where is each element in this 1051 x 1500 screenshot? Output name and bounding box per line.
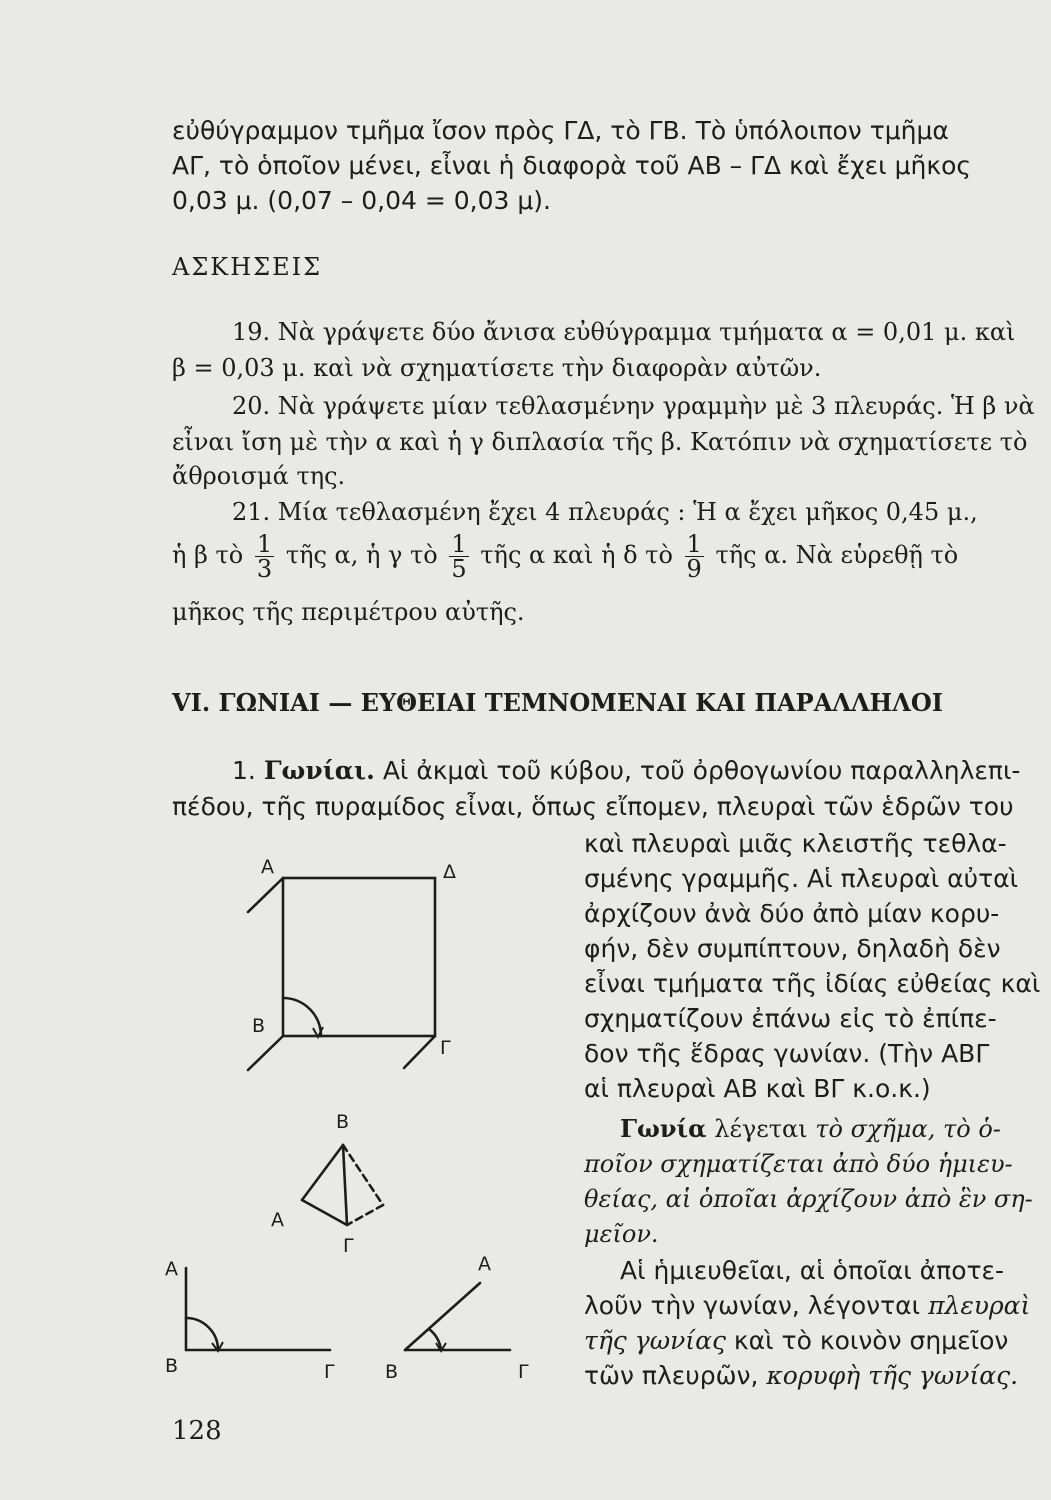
exercise-21-part-1: ἡ β τὸ: [172, 541, 244, 569]
cube-edge: [248, 878, 283, 912]
paragraph-3-line-2: [584, 1291, 1030, 1320]
label-g: Γ: [440, 1037, 451, 1059]
label-g: Γ: [343, 1235, 354, 1257]
paragraph-number: 1.: [232, 756, 256, 785]
fraction-numerator: 1: [686, 530, 702, 558]
label-b: Β: [252, 1015, 266, 1037]
right-angle-figure: [186, 1268, 330, 1350]
cube-face-square: [283, 878, 435, 1036]
term-of-angle: τῆς γωνίας: [584, 1326, 726, 1355]
acute-angle-figure: [405, 1283, 510, 1350]
exercise-21-line-1: 21. Μία τεθλασμένη ἔχει 4 πλευράς : Ἡ α ἔχει μῆκος 0,45 μ.,: [232, 498, 978, 526]
label-b: Β: [385, 1361, 399, 1383]
label-g: Γ: [324, 1361, 335, 1383]
label-d: Δ: [443, 861, 456, 883]
pyramid-edge: [302, 1145, 343, 1200]
pyramid-edge: [302, 1200, 347, 1225]
exercise-21-line-2: [172, 532, 958, 581]
label-b: Β: [165, 1355, 179, 1377]
hidden-edge: [343, 1145, 383, 1205]
paragraph-1-line-3: καὶ πλευραὶ μιᾶς κλειστῆς τεθλα-: [584, 829, 1007, 858]
section-title: VI. ΓΩΝΙΑΙ — ΕΥΘΕΙΑΙ ΤΕΜΝΟΜΕΝΑΙ ΚΑΙ ΠΑΡΑΛΛΗΛΟΙ: [172, 688, 943, 717]
exercise-20-line-3: ἄθροισμά της.: [172, 462, 346, 490]
angle-arc: [283, 998, 321, 1036]
paragraph-3-line-1: Αἱ ἡμιευθεῖαι, αἱ ὁποῖαι ἀποτε-: [620, 1256, 1005, 1285]
label-a: Α: [478, 1253, 491, 1275]
hidden-edge: [347, 1205, 383, 1225]
paragraph-1-line-10: αἱ πλευραὶ ΑΒ καὶ ΒΓ κ.ο.κ.): [584, 1074, 931, 1103]
exercise-21-part-2: τῆς α, ἡ γ τὸ: [285, 541, 438, 569]
fraction-denominator: 9: [686, 555, 702, 583]
angle-side: [405, 1283, 480, 1350]
paragraph-3-line-4: [584, 1361, 1018, 1390]
intro-line-2: ΑΓ, τὸ ὁποῖον μένει, εἶναι ἡ διαφορὰ τοῦ ΑΒ – ΓΔ καὶ ἔχει μῆκος: [172, 151, 972, 180]
label-a: Α: [261, 856, 274, 878]
paragraph-1-line-1: [232, 756, 1020, 785]
paragraph-1-line-6: φήν, δὲν συμπίπτουν, δηλαδὴ δὲν: [584, 934, 1001, 963]
exercise-21-part-3: τῆς α καὶ ἡ δ τὸ: [480, 541, 673, 569]
term-vertex: κορυφὴ τῆς γωνίας.: [766, 1361, 1019, 1390]
fraction-denominator: 3: [256, 555, 273, 583]
intro-line-3: 0,03 μ. (0,07 – 0,04 = 0,03 μ).: [172, 186, 551, 215]
definition-line-3: θείας, αἱ ὁποῖαι ἀρχίζουν ἀπὸ ἓν ση-: [584, 1185, 1033, 1213]
paragraph-3-text: καὶ τὸ κοινὸν σημεῖον: [733, 1326, 1009, 1355]
paragraph-1-line-7: εἶναι τμήματα τῆς ἰδίας εὐθείας καὶ: [584, 969, 1041, 998]
pyramid-figure: [302, 1145, 383, 1225]
paragraph-1-line-2: πέδου, τῆς πυραμίδος εἶναι, ὅπως εἴπομεν, πλευραὶ τῶν ἑδρῶν του: [172, 792, 1014, 821]
exercise-21-line-3: μῆκος τῆς περιμέτρου αὐτῆς.: [172, 598, 525, 626]
definition-verb: λέγεται: [714, 1115, 808, 1143]
cube-edge: [404, 1036, 435, 1068]
paragraph-3-text: λοῦν τὴν γωνίαν, λέγονται: [584, 1291, 921, 1320]
arrow-icon: [313, 1027, 323, 1037]
cube-face-figure: [248, 878, 435, 1070]
intro-line-1: εὐθύγραμμον τμῆμα ἴσον πρὸς ΓΔ, τὸ ΓΒ. Τὸ ὑπόλοιπον τμῆμα: [172, 116, 949, 145]
term-sides: πλευραὶ: [928, 1291, 1031, 1320]
paragraph-1-line-9: δον τῆς ἕδρας γωνίαν. (Τὴν ΑΒΓ: [584, 1039, 990, 1068]
exercise-20-line-1: 20. Νὰ γράψετε μίαν τεθλασμένην γραμμὴν μὲ 3 πλευράς. Ἡ β νὰ: [232, 392, 1035, 420]
paragraph-1-line-5: ἀρχίζουν ἀνὰ δύο ἀπὸ μίαν κορυ-: [584, 899, 1000, 928]
definition-line-1: [620, 1114, 1001, 1143]
paragraph-3-line-3: [584, 1326, 1008, 1355]
fraction-denominator: 5: [451, 555, 467, 583]
exercise-21-part-4: τῆς α. Νὰ εὑρεθῇ τὸ: [715, 541, 959, 569]
paragraph-1-text: Αἱ ἀκμαὶ τοῦ κύβου, τοῦ ὀρθογωνίου παραλληλεπι-: [382, 756, 1021, 785]
exercise-19-line-1: 19. Νὰ γράψετε δύο ἄνισα εὐθύγραμμα τμήματα α = 0,01 μ. καὶ: [232, 318, 1016, 346]
fraction-one-third: [255, 532, 274, 581]
paragraph-1-line-4: σμένης γραμμῆς. Αἱ πλευραὶ αὐταὶ: [584, 864, 1019, 893]
fraction-numerator: 1: [451, 530, 467, 558]
label-b: Β: [336, 1111, 350, 1133]
label-a: Α: [165, 1258, 178, 1280]
page-number: 128: [172, 1416, 222, 1446]
exercises-heading: ΑΣΚΗΣΕΙΣ: [172, 253, 323, 281]
paragraph-3-text: τῶν πλευρῶν,: [584, 1361, 759, 1390]
definition-line-4: μεῖον.: [584, 1220, 659, 1248]
definition-line-2: ποῖον σχηματίζεται ἀπὸ δύο ἡμιευ-: [584, 1150, 1013, 1178]
definition-text: τὸ σχῆμα, τὸ ὁ-: [815, 1115, 1001, 1143]
fraction-one-fifth: [449, 532, 468, 581]
arrow-icon: [212, 1342, 223, 1351]
angle-arc: [186, 1318, 218, 1350]
angle-arc: [429, 1329, 441, 1350]
term-angles: Γωνίαι.: [263, 756, 375, 785]
fraction-numerator: 1: [256, 530, 273, 558]
pyramid-edge: [343, 1145, 347, 1225]
label-g: Γ: [518, 1361, 529, 1383]
term-angle: Γωνία: [620, 1114, 707, 1143]
exercise-20-line-2: εἶναι ἴση μὲ τὴν α καὶ ἡ γ διπλασία τῆς β. Κατόπιν νὰ σχηματίσετε τὸ: [172, 428, 1028, 456]
fraction-one-ninth: [685, 532, 704, 581]
label-a: Α: [271, 1209, 284, 1231]
paragraph-1-line-8: σχηματίζουν ἐπάνω εἰς τὸ ἐπίπε-: [584, 1004, 997, 1033]
exercise-19-line-2: β = 0,03 μ. καὶ νὰ σχηματίσετε τὴν διαφορὰν αὐτῶν.: [172, 354, 822, 382]
arrow-icon: [436, 1343, 446, 1351]
cube-edge: [248, 1036, 283, 1070]
